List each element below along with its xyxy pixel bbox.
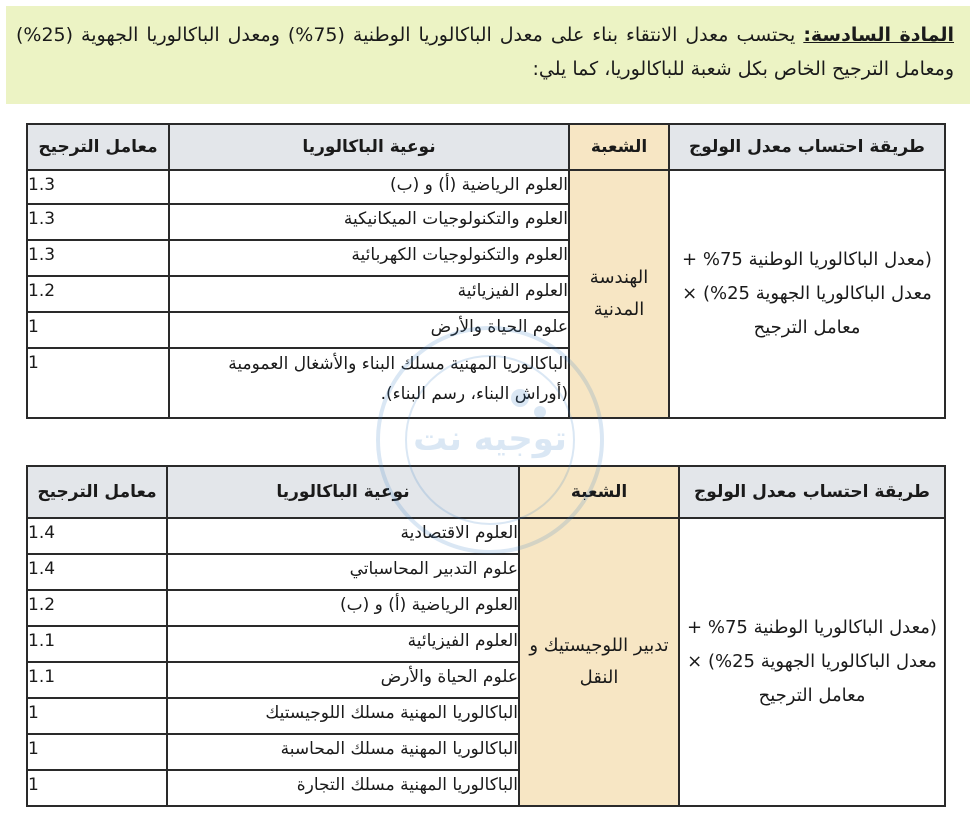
branch-name: الهندسة المدنية bbox=[569, 170, 669, 418]
header-method: طريقة احتساب معدل الولوج bbox=[669, 124, 945, 170]
bac-type-cell: العلوم الرياضية (أ) و (ب) bbox=[167, 590, 519, 626]
bac-type-cell: علوم الحياة والأرض bbox=[169, 312, 569, 348]
coefficient-cell: 1.1 bbox=[27, 662, 167, 698]
bac-type-cell: علوم التدبير المحاسباتي bbox=[167, 554, 519, 590]
coefficient-table-logistics bbox=[26, 465, 946, 807]
article-text: يحتسب معدل الانتقاء بناء على معدل الباكالوريا الوطنية (75%) ومعدل الباكالوريا الجهوية (25%) ومعامل الترجيح الخاص بكل شعبة للباكالوريا، كما يلي: bbox=[16, 24, 954, 80]
bac-type-cell: علوم الحياة والأرض bbox=[167, 662, 519, 698]
article-heading: المادة السادسة: bbox=[803, 24, 955, 46]
table-header-row bbox=[27, 124, 945, 170]
bac-type-cell: العلوم والتكنولوجيات الكهربائية bbox=[169, 240, 569, 276]
table-row bbox=[27, 170, 945, 204]
header-branch: الشعبة bbox=[569, 124, 669, 170]
coefficient-cell: 1.4 bbox=[27, 554, 167, 590]
method-formula: (معدل الباكالوريا الوطنية 75% + معدل الباكالوريا الجهوية 25%) × معامل الترجيح bbox=[679, 518, 945, 806]
method-formula: (معدل الباكالوريا الوطنية 75% + معدل الباكالوريا الجهوية 25%) × معامل الترجيح bbox=[669, 170, 945, 418]
coefficient-cell: 1.2 bbox=[27, 276, 169, 312]
coefficient-cell: 1 bbox=[27, 312, 169, 348]
branch-name: تدبير اللوجيستيك و النقل bbox=[519, 518, 679, 806]
intro-paragraph bbox=[6, 6, 970, 104]
bac-type-cell: العلوم والتكنولوجيات الميكانيكية bbox=[169, 204, 569, 240]
table-header-row bbox=[27, 466, 945, 518]
coefficient-table-civil-engineering bbox=[26, 123, 946, 419]
bac-type-cell: الباكالوريا المهنية مسلك اللوجيستيك bbox=[167, 698, 519, 734]
coefficient-cell: 1.3 bbox=[27, 204, 169, 240]
header-coefficient: معامل الترجيح bbox=[27, 466, 167, 518]
header-method: طريقة احتساب معدل الولوج bbox=[679, 466, 945, 518]
bac-type-cell: العلوم الفيزيائية bbox=[167, 626, 519, 662]
bac-type-cell: العلوم الفيزيائية bbox=[169, 276, 569, 312]
coefficient-cell: 1.2 bbox=[27, 590, 167, 626]
header-coefficient: معامل الترجيح bbox=[27, 124, 169, 170]
coefficient-cell: 1 bbox=[27, 734, 167, 770]
bac-type-cell: الباكالوريا المهنية مسلك البناء والأشغال العمومية (أوراش البناء، رسم البناء). bbox=[169, 348, 569, 418]
bac-type-cell: العلوم الاقتصادية bbox=[167, 518, 519, 554]
header-bac-type: نوعية الباكالوريا bbox=[167, 466, 519, 518]
coefficient-cell: 1.1 bbox=[27, 626, 167, 662]
coefficient-cell: 1 bbox=[27, 770, 167, 806]
coefficient-cell: 1 bbox=[27, 348, 169, 418]
header-bac-type: نوعية الباكالوريا bbox=[169, 124, 569, 170]
bac-type-cell: الباكالوريا المهنية مسلك المحاسبة bbox=[167, 734, 519, 770]
bac-type-cell: العلوم الرياضية (أ) و (ب) bbox=[169, 170, 569, 204]
table-row bbox=[27, 518, 945, 554]
coefficient-cell: 1.4 bbox=[27, 518, 167, 554]
bac-type-cell: الباكالوريا المهنية مسلك التجارة bbox=[167, 770, 519, 806]
coefficient-cell: 1.3 bbox=[27, 170, 169, 204]
header-branch: الشعبة bbox=[519, 466, 679, 518]
coefficient-cell: 1 bbox=[27, 698, 167, 734]
coefficient-cell: 1.3 bbox=[27, 240, 169, 276]
watermark-text: توجيه نت bbox=[413, 419, 567, 459]
